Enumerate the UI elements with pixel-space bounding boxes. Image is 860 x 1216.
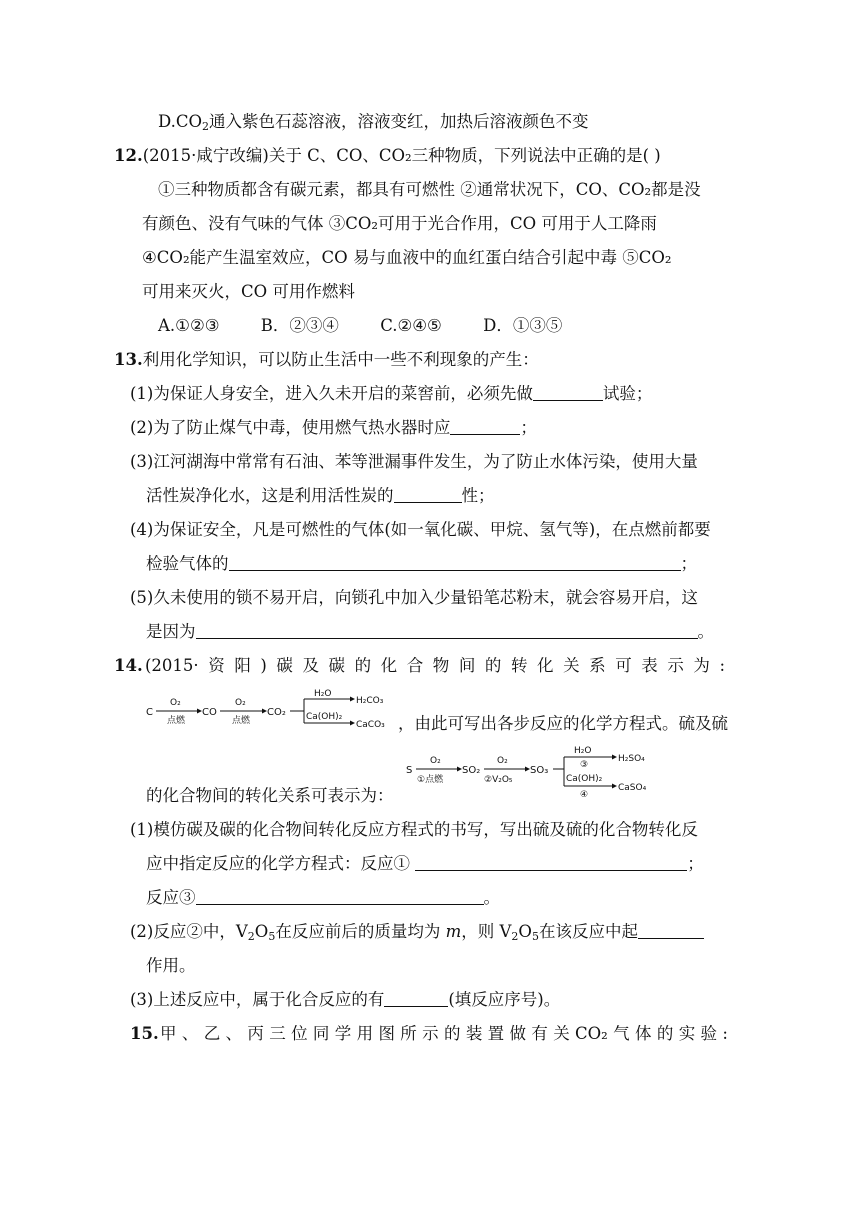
stem-char: 体 xyxy=(635,1024,652,1043)
scheme-condition: 点燃 xyxy=(167,716,186,726)
answer-blank[interactable] xyxy=(415,854,687,871)
scheme-condition: 点燃 xyxy=(232,716,251,726)
stem-char: 关 xyxy=(553,1024,570,1043)
q14-stem-cont: ，由此可写出各步反应的化学方程式。硫及硫 xyxy=(398,714,728,733)
scheme-so2: SO₂ xyxy=(462,765,481,776)
stem-char: 置 xyxy=(487,1024,505,1043)
stem-char: 转 xyxy=(510,656,528,675)
scheme-number: ③ xyxy=(580,760,589,770)
stem-char: 可 xyxy=(615,656,632,675)
q15-stem: 15. xyxy=(130,1024,159,1043)
stem-char: 同 xyxy=(312,1024,330,1043)
q13-part-2: (2)为了防止煤气中毒，使用燃气热水器时应 ； xyxy=(130,418,537,437)
scheme-o2: O₂ xyxy=(235,698,246,708)
stem-char: 的 xyxy=(354,656,372,675)
stem-char: 学 xyxy=(334,1024,352,1043)
q13-stem: 13.利用化学知识，可以防止生活中一些不利现象的产生： xyxy=(114,350,539,369)
arrow-head xyxy=(350,697,355,702)
q13-part-3-cont: 活性炭净化水，这是利用活性炭的 性； xyxy=(146,486,495,505)
q14-part-2-cont: 作用。 xyxy=(146,956,196,975)
stem-char: 系 xyxy=(589,656,606,675)
stem-char: 阳 xyxy=(234,656,251,675)
q11-option-d: $D.CO_2$通入紫色石蕊溶液，溶液变红，加热后溶液颜色不变 xyxy=(158,112,589,133)
q14-part-2: (2)反应②中，$V_2O_5$在反应前后的质量均为 m，则 $V_2O_5$在该反应中起 xyxy=(130,922,704,942)
stem-char: ) xyxy=(260,656,267,675)
q14-part-1: (1)模仿碳及碳的化合物间转化反应方程式的书写，写出硫及硫的化合物转化反 xyxy=(130,820,698,839)
scheme-h2so4: H₂SO₄ xyxy=(618,754,645,764)
scheme-caoh2: Ca(OH)₂ xyxy=(306,712,343,722)
answer-blank[interactable] xyxy=(229,554,681,571)
q12-statement-line: 有颜色、没有气味的气体 ③CO₂可用于光合作用，CO 可用于人工降雨 xyxy=(142,214,657,233)
stem-char: 关 xyxy=(563,656,580,675)
stem-char: 表 xyxy=(641,656,658,675)
stem-char: 装 xyxy=(465,1024,483,1043)
q13-part-5: (5)久未使用的锁不易开启，向锁孔中加入少量铅笔芯粉末，就会容易开启，这 xyxy=(130,588,698,607)
stem-char: : xyxy=(719,656,725,675)
scheme-h2o: H₂O xyxy=(574,746,592,756)
stem-char: 、 xyxy=(181,1024,199,1043)
stem-char: 及 xyxy=(302,656,319,675)
stem-char: 图 xyxy=(378,1024,395,1043)
answer-blank[interactable] xyxy=(384,990,448,1007)
scheme-h2o: H₂O xyxy=(314,689,332,699)
stem-char: : xyxy=(722,1024,728,1043)
stem-char: 实 xyxy=(678,1024,696,1043)
arrow-head xyxy=(350,721,355,726)
scheme-caso4: CaSO₄ xyxy=(618,783,647,793)
q13-part-3: (3)江河湖海中常常有石油、苯等泄漏事件发生，为了防止水体污染，使用大量 xyxy=(130,452,698,471)
stem-char: 资 xyxy=(208,656,225,675)
stem-char: 碳 xyxy=(328,656,345,675)
stem-char: 有 xyxy=(531,1024,548,1043)
q14-part-3: (3)上述反应中，属于化合反应的有 (填反应序号)。 xyxy=(130,990,561,1009)
stem-char: 所 xyxy=(400,1024,417,1043)
q13-part-1: (1)为保证人身安全，进入久未开启的菜窖前，必须先做 试验； xyxy=(130,384,653,403)
stem-char: 甲 xyxy=(160,1024,177,1043)
scheme-o2: O₂ xyxy=(430,756,441,766)
q13-part-5-cont: 是因为 。 xyxy=(146,622,714,641)
q15-stem-text xyxy=(160,1024,728,1044)
stem-char: 丙 xyxy=(247,1024,264,1043)
q12-statement-line: 可用来灭火，CO 可用作燃料 xyxy=(142,282,355,301)
scheme-condition: ②V₂O₅ xyxy=(484,775,513,785)
q12-statement-line: ④CO₂能产生温室效应，CO 易与血液中的血红蛋白结合引起中毒 ⑤CO₂ xyxy=(142,248,672,267)
stem-char: 示 xyxy=(422,1024,439,1043)
q12-option-b[interactable]: B．②③④ xyxy=(260,316,339,335)
q14-sulfur-intro: 的化合物间的转化关系可表示为： xyxy=(146,786,394,805)
q12-options xyxy=(158,316,562,336)
stem-char: 用 xyxy=(356,1024,374,1043)
q12-stem: 12.(2015·咸宁改编)关于 C、CO、CO₂三种物质，下列说法中正确的是( ) xyxy=(114,146,661,165)
stem-char: 示 xyxy=(667,656,684,675)
scheme-caco3: CaCO₃ xyxy=(356,720,385,730)
answer-blank[interactable] xyxy=(638,922,704,939)
answer-blank[interactable] xyxy=(394,486,462,503)
q13-part-4-cont: 检验气体的 ； xyxy=(146,554,697,573)
scheme-co: CO xyxy=(202,707,217,718)
stem-char: 气 xyxy=(613,1024,630,1043)
arrow-head xyxy=(612,755,617,760)
q12-statement-line: ①三种物质都含有碳元素，都具有可燃性 ②通常状况下，CO、CO₂都是没 xyxy=(158,180,701,199)
q14-stem: 14. xyxy=(114,656,143,675)
scheme-so3: SO₃ xyxy=(530,765,549,776)
q12-option-d[interactable]: D．①③⑤ xyxy=(483,316,563,335)
stem-char: 三 xyxy=(269,1024,286,1043)
sulfur-conversion-scheme xyxy=(404,742,682,800)
stem-char: 化 xyxy=(537,656,554,675)
scheme-o2: O₂ xyxy=(497,756,508,766)
scheme-c: C xyxy=(146,707,153,718)
stem-char: 乙 xyxy=(203,1024,221,1043)
scheme-number: ④ xyxy=(580,790,589,800)
stem-char: 做 xyxy=(509,1024,526,1043)
scheme-s: S xyxy=(406,765,413,776)
stem-char: 的 xyxy=(443,1024,461,1043)
q14-stem-text xyxy=(145,656,725,676)
stem-char: 间 xyxy=(458,656,476,675)
scheme-condition: ①点燃 xyxy=(417,775,444,785)
carbon-conversion-scheme xyxy=(142,688,398,734)
stem-char: 化 xyxy=(380,656,398,675)
scheme-co2: CO₂ xyxy=(267,707,286,718)
arrow-head xyxy=(612,784,617,789)
scheme-h2co3: H₂CO₃ xyxy=(356,696,384,706)
stem-char: 、 xyxy=(225,1024,243,1043)
scheme-caoh2: Ca(OH)₂ xyxy=(566,774,603,784)
answer-blank[interactable] xyxy=(196,888,484,905)
stem-char: 碳 xyxy=(276,656,293,675)
stem-char: 位 xyxy=(291,1024,308,1043)
stem-char: (2015· xyxy=(145,656,199,675)
q12-option-a[interactable]: A.①②③ xyxy=(158,316,220,335)
q14-part-1-cont: 应中指定反应的化学方程式：反应① ； xyxy=(146,854,704,873)
stem-char: 物 xyxy=(432,656,450,675)
stem-char: 为 xyxy=(693,656,710,675)
answer-blank[interactable] xyxy=(450,418,520,435)
scheme-o2: O₂ xyxy=(170,698,181,708)
stem-char: CO₂ xyxy=(575,1024,608,1043)
stem-char: 的 xyxy=(656,1024,674,1043)
q12-option-c[interactable]: C.②④⑤ xyxy=(380,316,442,335)
answer-blank[interactable] xyxy=(533,384,603,401)
stem-char: 合 xyxy=(406,656,424,675)
stem-char: 的 xyxy=(484,656,502,675)
answer-blank[interactable] xyxy=(196,622,698,639)
stem-char: 验 xyxy=(700,1024,718,1043)
q14-part-1-r3: 反应③ 。 xyxy=(146,888,500,907)
q13-part-4: (4)为保证安全，凡是可燃性的气体(如一氧化碳、甲烷、氢气等)，在点燃前都要 xyxy=(130,520,711,539)
